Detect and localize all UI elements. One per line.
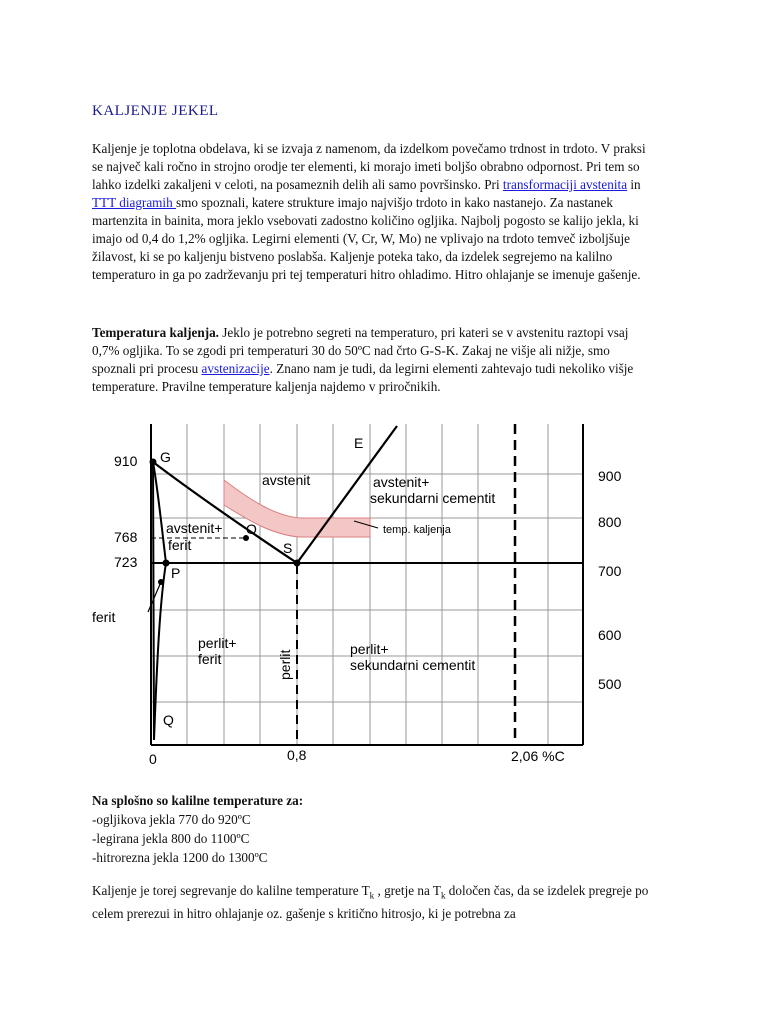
region-perlit-ferit-1: perlit+ <box>198 635 237 651</box>
region-avstenit: avstenit <box>262 472 311 488</box>
point-g-dot <box>150 459 157 466</box>
region-perlit-ferit-2: ferit <box>198 651 222 667</box>
list-item: -legirana jekla 800 do 1100ºC <box>92 831 250 846</box>
list-item: -hitrorezna jekla 1200 do 1300ºC <box>92 850 268 865</box>
bottom-tick-2-06: 2,06 %C <box>511 748 565 764</box>
intro-text-2: in <box>627 177 641 192</box>
gp-curve <box>153 462 166 563</box>
temperature-text-1: Jeklo je potrebno segreti na temperaturo, pri kateri se v avstenitu raztopi vsaj 0,7% ogljika. To se zgodi pri temperaturi 30 do 50ºC nad črto G-S-K. Zakaj ne višje ali nižje, smo spoznali pri procesu <box>92 325 629 376</box>
list-item: -ogljikova jekla 770 do 920ºC <box>92 812 251 827</box>
temperature-heading: Temperatura kaljenja. <box>92 325 219 340</box>
ferit-dot <box>158 579 164 585</box>
left-tick-910: 910 <box>114 453 138 469</box>
summary-text-1: Kaljenje je torej segrevanje do kalilne temperature T <box>92 883 370 898</box>
link-avstenizacija[interactable]: avstenizacije <box>201 361 270 376</box>
label-o: O <box>246 521 257 537</box>
right-tick-600: 600 <box>598 627 622 643</box>
left-tick-768: 768 <box>114 529 138 545</box>
label-e: E <box>354 435 364 451</box>
hardening-temperatures-list <box>92 791 303 867</box>
point-p-dot <box>163 560 170 567</box>
label-g: G <box>160 449 171 465</box>
summary-sub-1: k <box>369 890 375 901</box>
label-q: Q <box>163 712 174 728</box>
page-title: KALJENJE JEKEL <box>92 103 219 119</box>
right-tick-700: 700 <box>598 563 622 579</box>
temperature-text-2: . Znano nam je tudi, da legirni elementi zahtevajo tudi nekoliko višje temperature. Pravilne temperature kaljenja najdemo v priročnikih. <box>92 361 634 394</box>
region-avstenit-ferit-2: ferit <box>168 537 192 553</box>
bottom-tick-0: 0 <box>149 751 157 767</box>
right-tick-500: 500 <box>598 676 622 692</box>
label-p: P <box>171 565 181 581</box>
list-heading: Na splošno so kalilne temperature za: <box>92 793 304 808</box>
region-avstenit-ferit-1: avstenit+ <box>166 520 223 536</box>
bottom-tick-0-8: 0,8 <box>287 747 307 763</box>
summary-text-3: določen čas, da se izdelek pregreje po celem prerezui in hitro ohlajanje oz. gašenje s kritično hitrosjo, ki je potrebna za <box>92 883 649 921</box>
summary-text-2: , gretje na T <box>374 883 441 898</box>
right-tick-800: 800 <box>598 514 622 530</box>
intro-text-3: smo spoznali, katere strukture imajo najvišjo trdoto in kako nastanejo. Za nastanek martenzita in bainita, mora jeklo vsebovati zadostno količino ogljika. Najbolj pogosto se kalijo jekla, ki imajo od 0,4 do 1,2% ogljika. Legirni elementi (V, Cr, W, Mo) ne vplivajo na trdoto temveč izboljšuje žilavost, ki se po kaljenju bistveno poslabša. Kaljenje poteka tako, da izdelek segrejemo na kalilno temperaturo in ga po zadrževanju pri tej temperaturi hitro ohladimo. Hitro ohlajanje se imenuje gašenje. <box>92 195 641 282</box>
left-tick-723: 723 <box>114 554 138 570</box>
region-perlit-sek-2: sekundarni cementit <box>350 657 476 673</box>
summary-paragraph <box>92 882 672 923</box>
region-avstenit-sek-2: sekundarni cementit <box>370 490 496 506</box>
intro-text-1: Kaljenje je toplotna obdelava, ki se izvaja z namenom, da izdelkom povečamo trdnost in trdoto. V praksi se največ kali ročno in strojno orodje ter elementi, ki morajo imeti boljšo obrabno odpornost. Pri tem so lahko izdelki zakaljeni v celoti, na posameznih delih ali samo površinsko. Pri <box>92 141 646 192</box>
link-ttt-diagrami[interactable]: TTT diagramih <box>92 195 176 210</box>
region-avstenit-sek-1: avstenit+ <box>373 474 430 490</box>
point-s-dot <box>294 560 301 567</box>
label-s: S <box>283 540 293 556</box>
right-tick-900: 900 <box>598 468 622 484</box>
region-temp-kaljenja: temp. kaljenja <box>383 524 451 536</box>
link-transformacija-avstenita[interactable]: transformaciji avstenita <box>502 177 628 192</box>
region-ferit: ferit <box>92 609 116 625</box>
region-perlit: perlit <box>277 649 293 680</box>
grid-vertical <box>187 424 548 745</box>
summary-sub-2: k <box>440 890 446 901</box>
region-perlit-sek-1: perlit+ <box>350 641 389 657</box>
